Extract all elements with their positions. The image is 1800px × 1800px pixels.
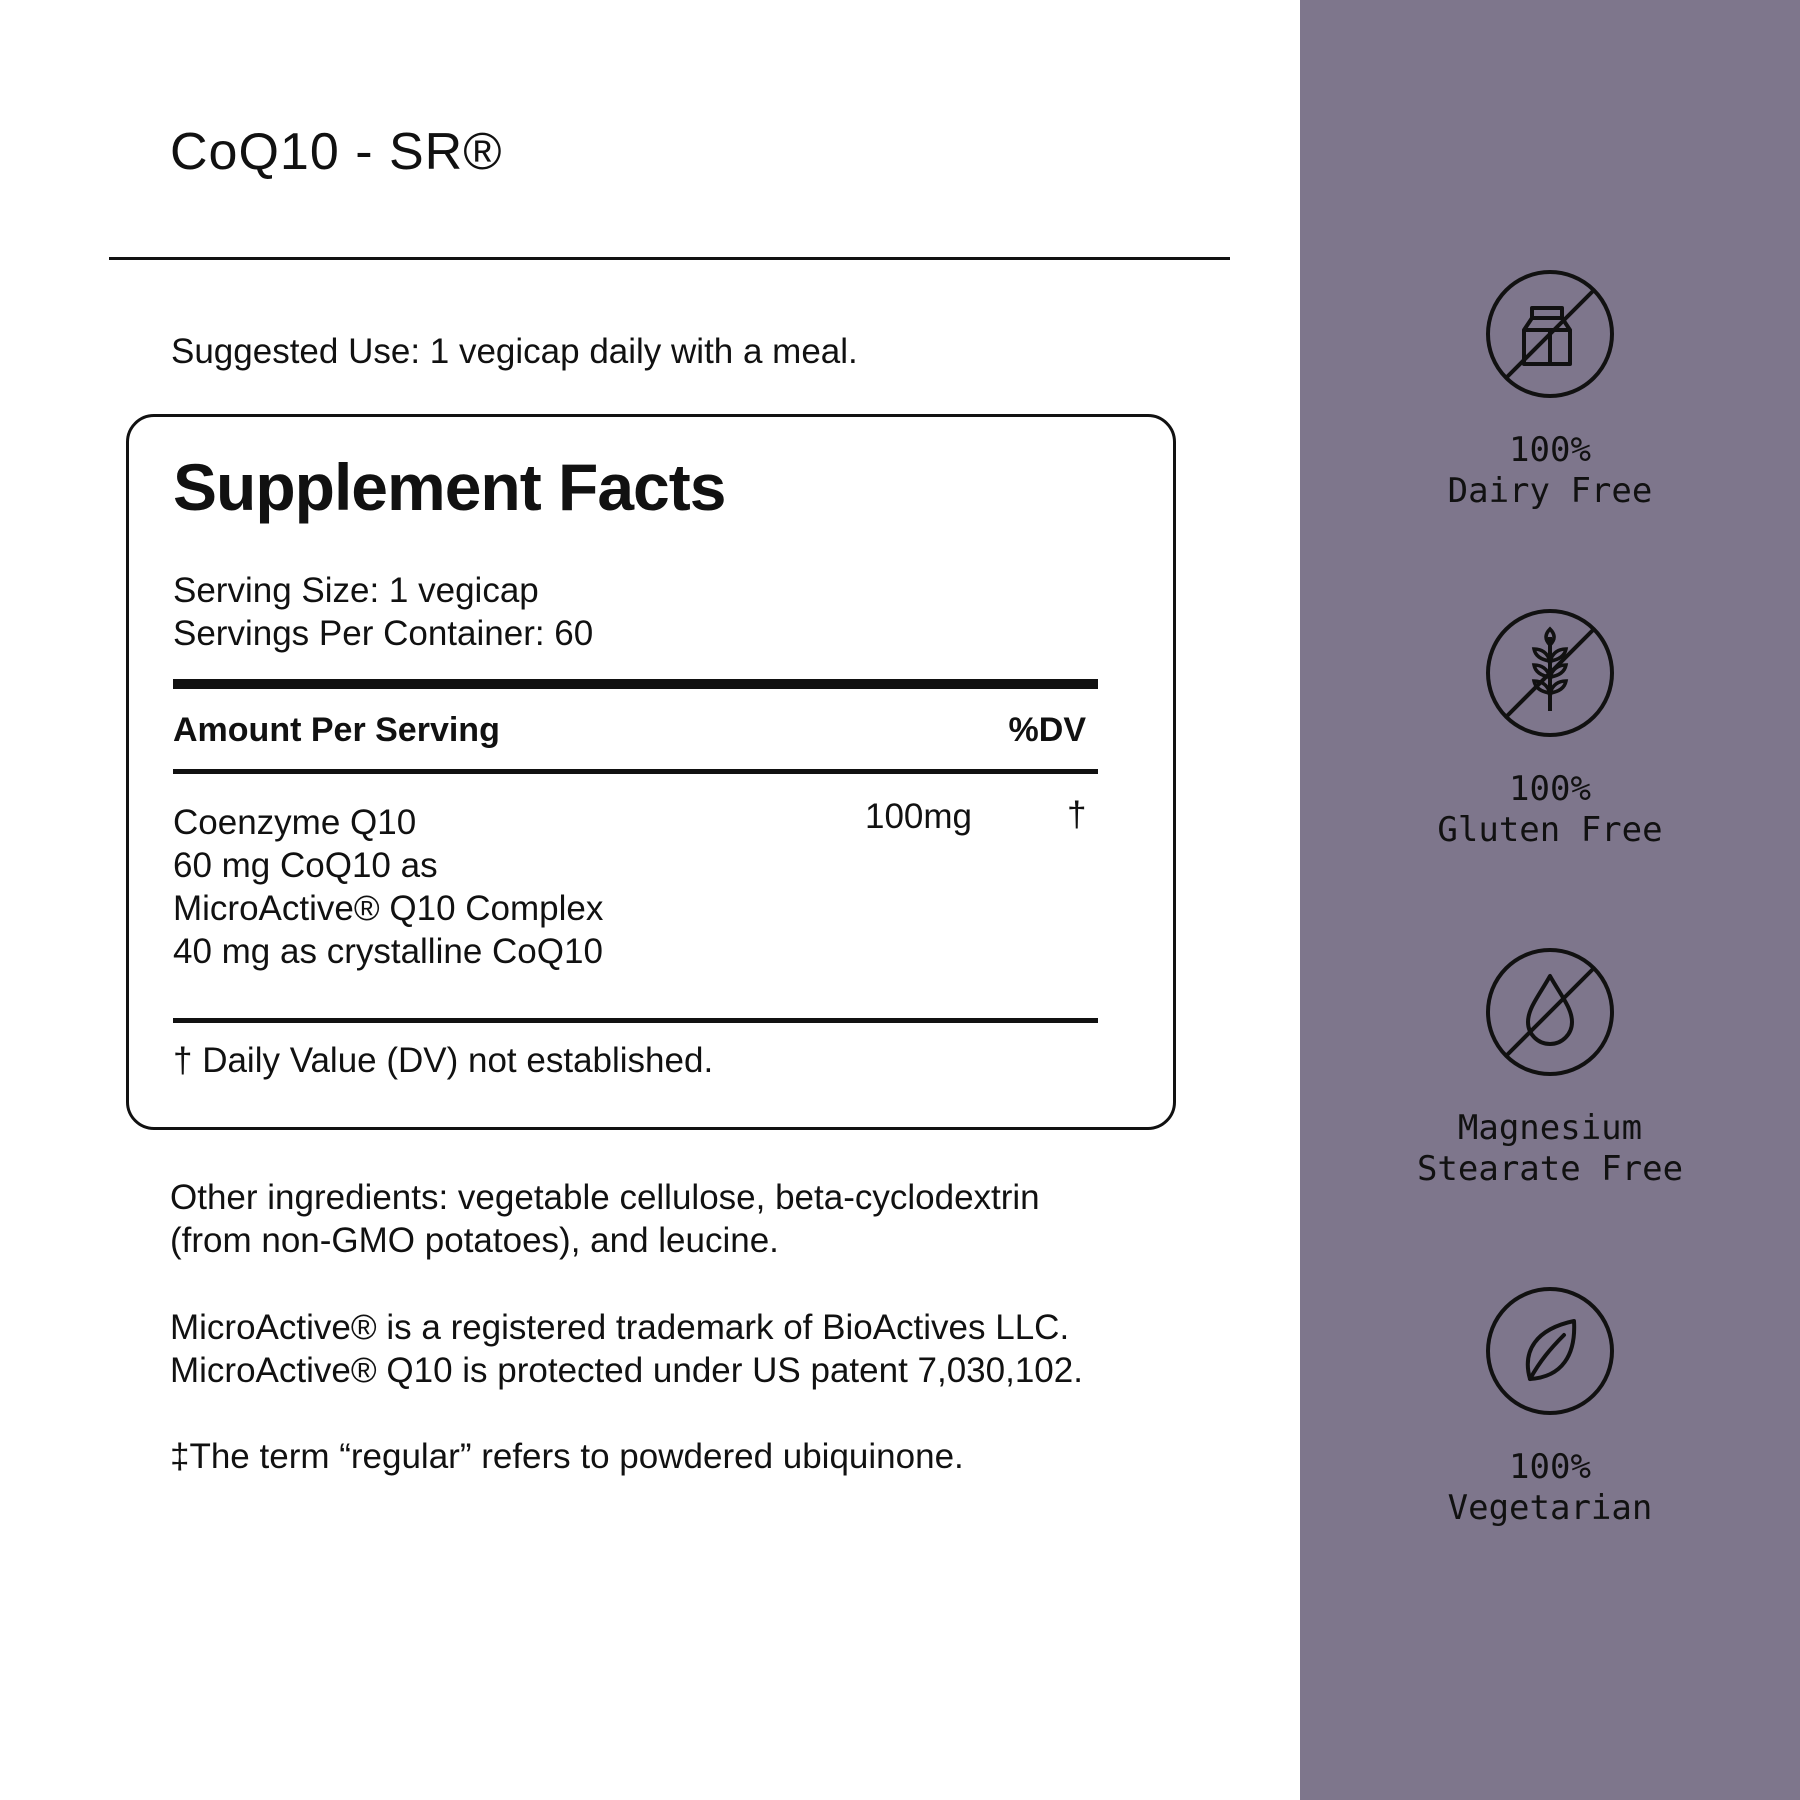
- term-footnote: ‡The term “regular” refers to powdered ubiquinone.: [170, 1437, 964, 1476]
- suggested-use: Suggested Use: 1 vegicap daily with a meal.: [171, 332, 858, 371]
- ingredient-amount: 100mg: [865, 797, 973, 836]
- ingredient-line: 60 mg CoQ10 as: [173, 846, 438, 885]
- badge-gluten-free: [1300, 607, 1800, 851]
- dv-footnote: † Daily Value (DV) not established.: [173, 1041, 714, 1080]
- other-ingredients: [170, 1176, 1170, 1262]
- dv-header: %DV: [1008, 711, 1086, 749]
- facts-header-divider: [173, 769, 1098, 774]
- ingredient-line: MicroActive® Q10 Complex: [173, 889, 604, 928]
- ingredient-dv: †: [1067, 795, 1087, 834]
- facts-thick-divider: [173, 679, 1098, 689]
- trademark-notice: [170, 1306, 1220, 1392]
- vegetarian-leaf-icon: [1484, 1285, 1616, 1417]
- supplement-facts-heading: Supplement Facts: [173, 450, 726, 524]
- facts-bottom-divider: [173, 1018, 1098, 1023]
- badge-label: 100% Gluten Free: [1437, 769, 1663, 850]
- amount-per-serving-header: Amount Per Serving: [173, 711, 500, 749]
- trademark-line: MicroActive® is a registered trademark of BioActives LLC.: [170, 1308, 1070, 1347]
- badge-dairy-free: [1300, 268, 1800, 512]
- badge-magnesium-stearate-free: [1300, 946, 1800, 1190]
- badge-label: Magnesium Stearate Free: [1416, 1108, 1684, 1189]
- other-ingredients-line: Other ingredients: vegetable cellulose, beta-cyclodextrin: [170, 1178, 1040, 1217]
- serving-size: Serving Size: 1 vegicap: [173, 571, 539, 610]
- serving-info: [173, 569, 593, 655]
- ingredient-line: 40 mg as crystalline CoQ10: [173, 932, 603, 971]
- features-sidebar: [1300, 0, 1800, 1800]
- no-magnesium-stearate-icon: [1484, 946, 1616, 1078]
- patent-line: MicroActive® Q10 is protected under US patent 7,030,102.: [170, 1351, 1083, 1390]
- other-ingredients-line: (from non-GMO potatoes), and leucine.: [170, 1221, 779, 1260]
- badge-label: 100% Dairy Free: [1447, 430, 1653, 511]
- ingredient-line: Coenzyme Q10: [173, 803, 417, 842]
- badge-label: 100% Vegetarian: [1447, 1447, 1653, 1528]
- title-divider: [109, 257, 1230, 260]
- servings-per-container: Servings Per Container: 60: [173, 614, 594, 653]
- no-gluten-icon: [1484, 607, 1616, 739]
- supplement-facts-panel: [126, 414, 1176, 1130]
- product-title: CoQ10 - SR®: [170, 123, 503, 181]
- no-dairy-icon: [1484, 268, 1616, 400]
- badge-vegetarian: [1300, 1285, 1800, 1529]
- ingredient-description: [173, 801, 603, 973]
